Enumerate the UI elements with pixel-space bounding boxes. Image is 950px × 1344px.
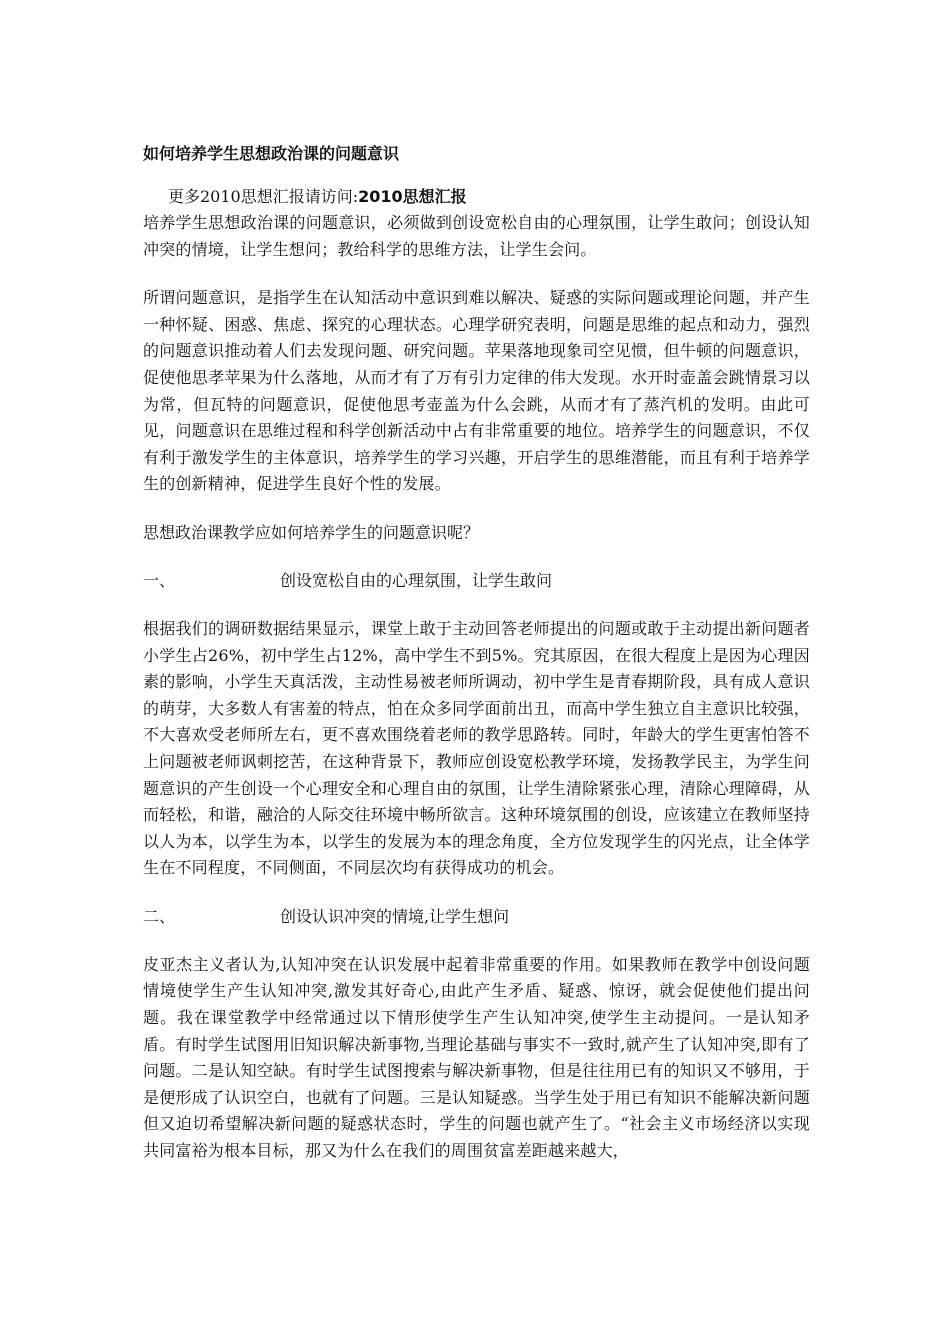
section1-paragraph: 根据我们的调研数据结果显示，课堂上敢于主动回答老师提出的问题或敢于主动提出新问题者小学生占26%，初中学生占12%，高中学生不到5%。究其原因，在很大程度上是因为心理因素的影响，小学生天真活泼，主动性易被老师所调动，初中学生是青春期阶段，具有成人意识的萌芽，大多数人有害羞的特点，怕在众多同学面前出丑，而高中学生独立自主意识比较强，不大喜欢受老师所左右，更不喜欢围绕着老师的教学思路转。同时，年龄大的学生更害怕答不上问题被老师讽刺挖苦，在这种背景下，教师应创设宽松教学环境，发扬教学民主，为学生问题意识的产生创设一个心理安全和心理自由的氛围，让学生清除紧张心理，清除心理障碍，从而轻松，和谐，融洽的人际交往环境中畅所欲言。这种环境氛围的创设，应该建立在教师坚持以人为本，以学生为本，以学生的发展为本的理念角度，全方位发现学生的闪光点，让全体学生在不同程度，不同侧面，不同层次均有获得成功的机会。 <box>143 618 810 878</box>
document-body <box>143 142 810 1187</box>
section2-paragraph: 皮亚杰主义者认为,认知冲突在认识发展中起着非常重要的作用。如果教师在教学中创设问题情境使学生产生认知冲突,激发其好奇心,由此产生矛盾、疑惑、惊讶，就会促使他们提出问题。我在课堂教学中经常通过以下情形使学生产生认知冲突,使学生主动提问。一是认知矛盾。有时学生试图用旧知识解决新事物,当理论基础与事实不一致时,就产生了认知冲突,即有了问题。二是认知空缺。有时学生试图搜索与解决新事物，但是往往用已有的知识又不够用，于是便形成了认识空白，也就有了问题。三是认知疑惑。当学生处于用已有知识不能解决新问题但又迫切希望解决新问题的疑惑状态时，学生的问题也就产生了。“社会主义市场经济以实现共同富裕为根本目标，那又为什么在我们的周围贫富差距越来越大， <box>143 954 810 1161</box>
more-info-line <box>143 184 810 210</box>
section-title: 创设宽松自由的心理氛围，让学生敢问 <box>280 570 553 590</box>
intro-paragraph: 培养学生思想政治课的问题意识，必须做到创设宽松自由的心理氛围，让学生敢问；创设认知冲突的情境，让学生想问；教给科学的思维方法，让学生会问。 <box>143 213 810 259</box>
section-heading-1 <box>143 568 810 594</box>
more-info-prefix: 更多2010思想汇报请访问: <box>168 187 359 206</box>
more-info-link[interactable]: 2010思想汇报 <box>358 187 467 206</box>
section-number: 一、 <box>143 570 176 590</box>
section-title: 创设认识冲突的情境,让学生想问 <box>280 906 510 926</box>
document-title: 如何培养学生思想政治课的问题意识 <box>143 144 400 163</box>
question-paragraph: 思想政治课教学应如何培养学生的问题意识呢？ <box>143 522 480 542</box>
definition-paragraph: 所谓问题意识，是指学生在认知活动中意识到难以解决、疑惑的实际问题或理论问题，并产生一种怀疑、困惑、焦虑、探究的心理状态。心理学研究表明，问题是思维的起点和动力，强烈的问题意识推动着人们去发现问题、研究问题。苹果落地现象司空见惯，但牛顿的问题意识，促使他思孝苹果为什么落地，从而才有了万有引力定律的伟大发现。水开时壶盖会跳情景习以为常，但瓦特的问题意识，促使他思考壶盖为什么会跳，从而才有了蒸汽机的发明。由此可见，问题意识在思维过程和科学创新活动中占有非常重要的地位。培养学生的问题意识，不仅有利于激发学生的主体意识，培养学生的学习兴趣，开启学生的思维潜能，而且有利于培养学生的创新精神，促进学生良好个性的发展。 <box>143 288 810 494</box>
section-number: 二、 <box>143 906 176 926</box>
section-heading-2 <box>143 904 810 930</box>
